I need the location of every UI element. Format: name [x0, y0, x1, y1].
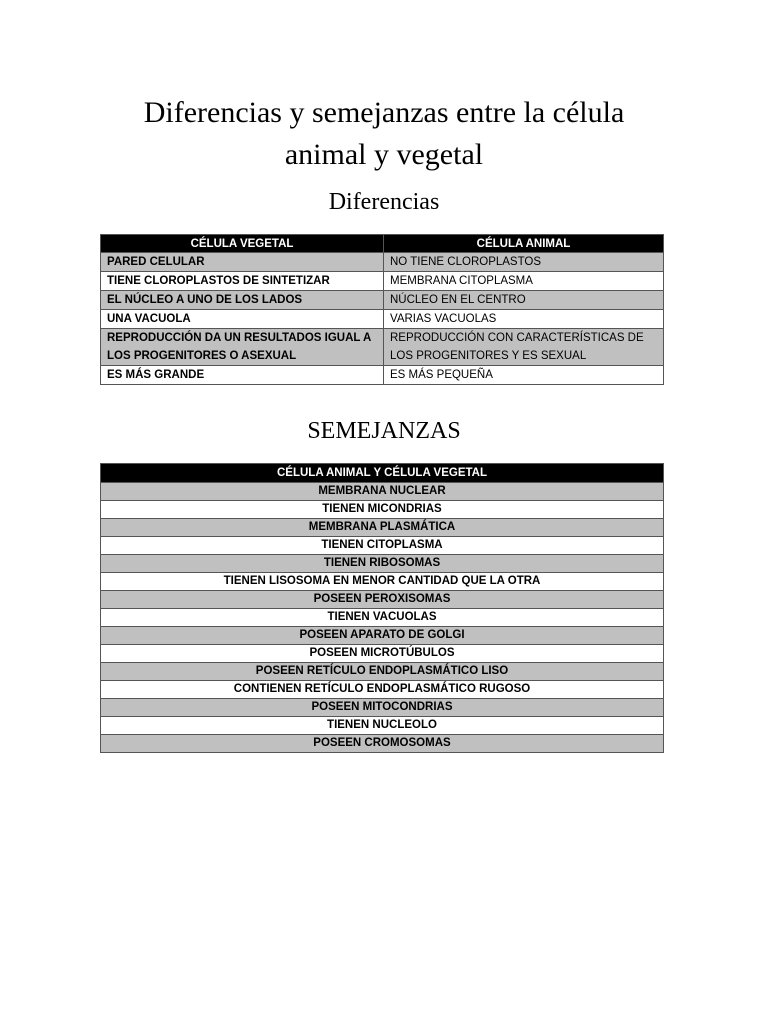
- table-row: [101, 366, 664, 385]
- differences-header-row: [101, 235, 664, 253]
- table-row: [101, 699, 664, 717]
- differences-table: [100, 234, 664, 385]
- table-row: [101, 591, 664, 609]
- title-line-2: animal y vegetal: [284, 138, 484, 171]
- similarity-item: TIENEN CITOPLASMA: [101, 537, 664, 555]
- title-line-1: Diferencias y semejanzas entre la célula: [143, 96, 625, 129]
- similarity-item: POSEEN PEROXISOMAS: [101, 591, 664, 609]
- table-row: [101, 291, 664, 310]
- table-row: [101, 483, 664, 501]
- similarity-item: TIENEN LISOSOMA EN MENOR CANTIDAD QUE LA OTRA: [101, 573, 664, 591]
- animal-cell: MEMBRANA CITOPLASMA: [384, 272, 664, 291]
- table-row: [101, 573, 664, 591]
- table-row: [101, 627, 664, 645]
- table-row: [101, 663, 664, 681]
- table-row: [101, 329, 664, 366]
- table-row: [101, 609, 664, 627]
- animal-cell: VARIAS VACUOLAS: [384, 310, 664, 329]
- table-row: [101, 310, 664, 329]
- similarity-item: POSEEN MICROTÚBULOS: [101, 645, 664, 663]
- header-animal: CÉLULA ANIMAL: [384, 235, 664, 253]
- vegetal-cell: UNA VACUOLA: [101, 310, 384, 329]
- vegetal-cell: ES MÁS GRANDE: [101, 366, 384, 385]
- vegetal-cell: EL NÚCLEO A UNO DE LOS LADOS: [101, 291, 384, 310]
- table-row: [101, 735, 664, 753]
- similarities-header-row: [101, 464, 664, 483]
- table-row: [101, 537, 664, 555]
- table-row: [101, 555, 664, 573]
- similarity-item: TIENEN NUCLEOLO: [101, 717, 664, 735]
- table-row: [101, 253, 664, 272]
- header-vegetal: CÉLULA VEGETAL: [101, 235, 384, 253]
- similarity-item: TIENEN VACUOLAS: [101, 609, 664, 627]
- similarity-item: TIENEN MICONDRIAS: [101, 501, 664, 519]
- similarity-item: MEMBRANA NUCLEAR: [101, 483, 664, 501]
- similarity-item: CONTIENEN RETÍCULO ENDOPLASMÁTICO RUGOSO: [101, 681, 664, 699]
- similarity-item: MEMBRANA PLASMÁTICA: [101, 519, 664, 537]
- similarities-table: [100, 463, 664, 753]
- similarities-heading: SEMEJANZAS: [307, 418, 461, 444]
- differences-heading: Diferencias: [328, 189, 440, 215]
- vegetal-cell: TIENE CLOROPLASTOS DE SINTETIZAR: [101, 272, 384, 291]
- animal-cell: REPRODUCCIÓN CON CARACTERÍSTICAS DE LOS PROGENITORES Y ES SEXUAL: [384, 329, 664, 366]
- page-title: [84, 92, 684, 176]
- animal-cell: NO TIENE CLOROPLASTOS: [384, 253, 664, 272]
- table-row: [101, 645, 664, 663]
- similarity-item: POSEEN MITOCONDRIAS: [101, 699, 664, 717]
- similarity-item: POSEEN APARATO DE GOLGI: [101, 627, 664, 645]
- table-row: [101, 272, 664, 291]
- vegetal-cell: PARED CELULAR: [101, 253, 384, 272]
- animal-cell: ES MÁS PEQUEÑA: [384, 366, 664, 385]
- table-row: [101, 501, 664, 519]
- vegetal-cell: REPRODUCCIÓN DA UN RESULTADOS IGUAL A LOS PROGENITORES O ASEXUAL: [101, 329, 384, 366]
- animal-cell: NÚCLEO EN EL CENTRO: [384, 291, 664, 310]
- table-row: [101, 681, 664, 699]
- similarities-header: CÉLULA ANIMAL Y CÉLULA VEGETAL: [101, 464, 664, 483]
- similarity-item: POSEEN CROMOSOMAS: [101, 735, 664, 753]
- table-row: [101, 519, 664, 537]
- table-row: [101, 717, 664, 735]
- similarity-item: POSEEN RETÍCULO ENDOPLASMÁTICO LISO: [101, 663, 664, 681]
- similarity-item: TIENEN RIBOSOMAS: [101, 555, 664, 573]
